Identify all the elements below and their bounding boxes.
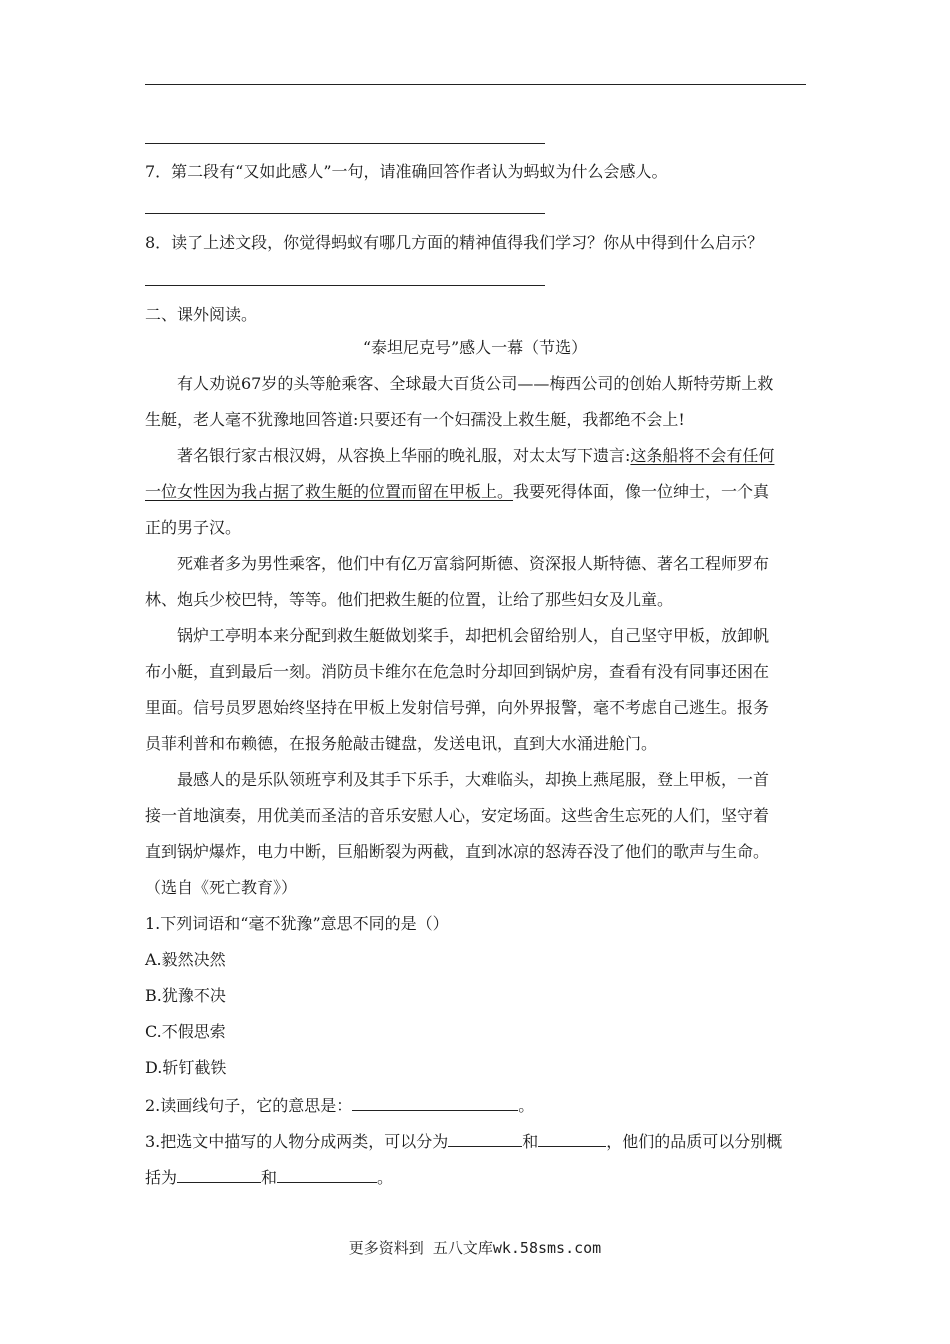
option-a: A.毅然决然 — [145, 950, 226, 969]
option-b: B.犹豫不决 — [145, 986, 226, 1005]
option-c: C.不假思索 — [145, 1022, 226, 1041]
question-7: 7．第二段有“又如此感人”一句，请准确回答作者认为蚂蚁为什么会感人。 — [145, 162, 668, 181]
question-text: 和 — [261, 1168, 278, 1187]
question-text: ，他们的品质可以分别概 — [606, 1132, 783, 1151]
passage-line: 有人劝说67岁的头等舱乘客、全球最大百货公司——梅西公司的创始人斯特劳斯上救 — [177, 374, 774, 393]
passage-source: （选自《死亡教育》） — [145, 878, 298, 897]
answer-line — [145, 84, 806, 85]
quiz-question-1: 1.下列词语和“毫不犹豫”意思不同的是（） — [145, 914, 449, 933]
passage-line: 林、炮兵少校巴特，等等。他们把救生艇的位置，让给了那些妇女及儿童。 — [145, 590, 674, 609]
question-text: 。 — [518, 1096, 535, 1115]
fill-blank[interactable] — [177, 1166, 261, 1183]
passage-line: 里面。信号员罗恩始终坚持在甲板上发射信号弹，向外界报警，毫不考虑自己逃生。报务 — [145, 698, 770, 717]
footer-watermark: 更多资料到 五八文库wk.58sms.com — [348, 1239, 602, 1257]
quiz-question-3 — [145, 1130, 815, 1152]
passage-line: 生艇，老人毫不犹豫地回答道:只要还有一个妇孺没上救生艇，我都绝不会上! — [145, 410, 685, 429]
passage-line: 布小艇，直到最后一刻。消防员卡维尔在危急时分却回到锅炉房，查看有没有同事还困在 — [145, 662, 770, 681]
underlined-sentence: 一位女性因为我占据了救生艇的位置而留在甲板上。 — [145, 482, 514, 501]
passage-title: “泰坦尼克号”感人一幕（节选） — [362, 338, 588, 357]
fill-blank[interactable] — [277, 1166, 377, 1183]
question-text: 括为 — [145, 1168, 178, 1187]
passage-text: 我要死得体面，像一位绅士，一个真 — [513, 482, 770, 501]
passage-line: 直到锅炉爆炸，电力中断，巨船断裂为两截，直到冰凉的怒涛吞没了他们的歌声与生命。 — [145, 842, 770, 861]
underlined-sentence: 这条船将不会有任何 — [630, 446, 775, 465]
question-text: 2.读画线句子，它的意思是： — [145, 1096, 353, 1115]
section-heading: 二、课外阅读。 — [145, 305, 258, 324]
passage-line: 锅炉工亭明本来分配到救生艇做划桨手，却把机会留给别人，自己坚守甲板，放卸帆 — [177, 626, 770, 645]
passage-line: 员菲利普和布赖德，在报务舱敲击键盘，发送电讯，直到大水涌进舱门。 — [145, 734, 658, 753]
fill-blank[interactable] — [352, 1094, 518, 1111]
question-text: 3.把选文中描写的人物分成两类，可以分为 — [145, 1132, 449, 1151]
passage-line — [145, 482, 815, 502]
answer-line — [145, 213, 545, 214]
fill-blank[interactable] — [448, 1130, 522, 1147]
passage-line — [177, 446, 847, 466]
passage-line: 死难者多为男性乘客，他们中有亿万富翁阿斯德、资深报人斯特德、著名工程师罗布 — [177, 554, 770, 573]
passage-line: 最感人的是乐队领班亨利及其手下乐手，大难临头，却换上燕尾服，登上甲板，一首 — [177, 770, 770, 789]
question-text: 和 — [522, 1132, 539, 1151]
quiz-question-3-cont — [145, 1166, 815, 1188]
answer-line — [145, 143, 545, 144]
question-text: 。 — [377, 1168, 394, 1187]
answer-line — [145, 285, 545, 286]
question-8: 8．读了上述文段，你觉得蚂蚁有哪几方面的精神值得我们学习？你从中得到什么启示？ — [145, 233, 764, 252]
fill-blank[interactable] — [538, 1130, 606, 1147]
option-d: D.斩钉截铁 — [145, 1058, 227, 1077]
passage-line: 正的男子汉。 — [145, 518, 242, 537]
quiz-question-2 — [145, 1094, 815, 1116]
passage-line: 接一首地演奏，用优美而圣洁的音乐安慰人心，安定场面。这些舍生忘死的人们，坚守着 — [145, 806, 770, 825]
passage-text: 著名银行家古根汉姆，从容换上华丽的晚礼服，对太太写下遗言: — [177, 446, 631, 465]
